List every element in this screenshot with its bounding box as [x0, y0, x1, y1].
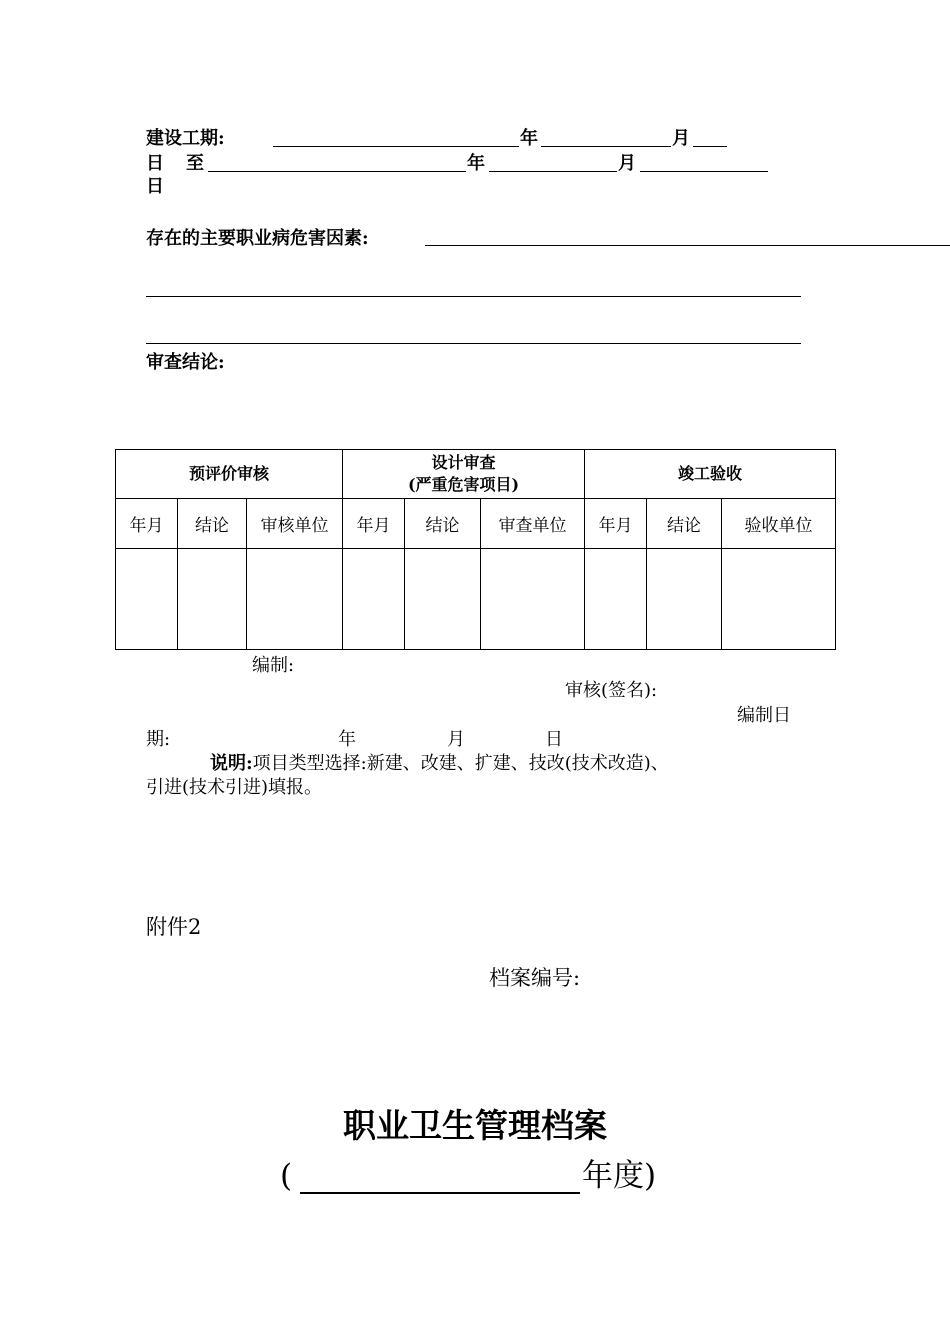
review-table	[115, 449, 836, 650]
construction-period-label: 建设工期:	[146, 128, 225, 149]
note-text: 项目类型选择:新建、改建、扩建、技改(技术改造)、	[252, 753, 669, 774]
group-completion-acceptance: 竣工验收	[585, 450, 836, 499]
hazards-blank-line-2	[146, 296, 801, 297]
table-cell[interactable]	[343, 549, 405, 650]
date-year-unit: 年	[338, 729, 356, 750]
col-year-month: 年月	[585, 499, 647, 549]
col-conclusion: 结论	[405, 499, 481, 549]
table-cell[interactable]	[722, 549, 836, 650]
start-year-unit: 年	[520, 128, 538, 149]
attachment-label: 附件2	[146, 915, 202, 939]
year-open-paren: (	[280, 1158, 293, 1194]
hazards-label: 存在的主要职业病危害因素:	[146, 228, 369, 249]
col-conclusion: 结论	[647, 499, 722, 549]
end-month-blank-tail	[640, 171, 768, 172]
start-day-unit: 日	[146, 153, 164, 174]
table-cell[interactable]	[405, 549, 481, 650]
compile-date-label: 编制日	[737, 705, 791, 726]
date-month-unit: 月	[447, 729, 465, 750]
compile-date-label-cont: 期:	[146, 729, 171, 750]
table-cell[interactable]	[585, 549, 647, 650]
col-year-month: 年月	[116, 499, 178, 549]
table-cell[interactable]	[247, 549, 343, 650]
year-blank[interactable]	[300, 1192, 580, 1194]
col-review-unit: 审核单位	[247, 499, 343, 549]
end-year-unit: 年	[467, 153, 485, 174]
end-month-blank	[489, 171, 617, 172]
table-cell[interactable]	[178, 549, 247, 650]
end-month-unit: 月	[618, 153, 636, 174]
year-label: 年度)	[582, 1158, 657, 1194]
col-examine-unit: 审查单位	[481, 499, 585, 549]
group-pre-evaluation: 预评价审核	[116, 450, 343, 499]
end-year-blank	[208, 171, 466, 172]
table-cell[interactable]	[647, 549, 722, 650]
group-design-review-text: 设计审查 (严重危害项目)	[407, 453, 520, 494]
to-label: 至	[186, 153, 204, 174]
conclusion-label: 审查结论:	[146, 352, 225, 373]
archive-number-label: 档案编号:	[489, 966, 581, 990]
table-cell[interactable]	[481, 549, 585, 650]
start-month-unit: 月	[672, 128, 690, 149]
note-label: 说明:	[210, 753, 253, 774]
note-line-2: 引进(技术引进)填报。	[146, 777, 323, 798]
table-cell[interactable]	[116, 549, 178, 650]
start-day-blank	[693, 146, 727, 147]
start-year-blank	[273, 146, 519, 147]
reviewer-signature-label: 审核(签名):	[565, 680, 658, 701]
date-day-unit: 日	[545, 729, 563, 750]
compiled-by-label: 编制:	[252, 655, 295, 676]
col-year-month: 年月	[343, 499, 405, 549]
hazards-blank-line-1	[425, 245, 950, 246]
col-conclusion: 结论	[178, 499, 247, 549]
group-design-review	[343, 450, 585, 499]
document-title: 职业卫生管理档案	[343, 1106, 607, 1145]
col-acceptance-unit: 验收单位	[722, 499, 836, 549]
note-line-1	[210, 753, 669, 775]
start-month-blank	[541, 146, 671, 147]
end-day-unit: 日	[146, 176, 164, 197]
hazards-blank-line-3	[146, 343, 801, 344]
